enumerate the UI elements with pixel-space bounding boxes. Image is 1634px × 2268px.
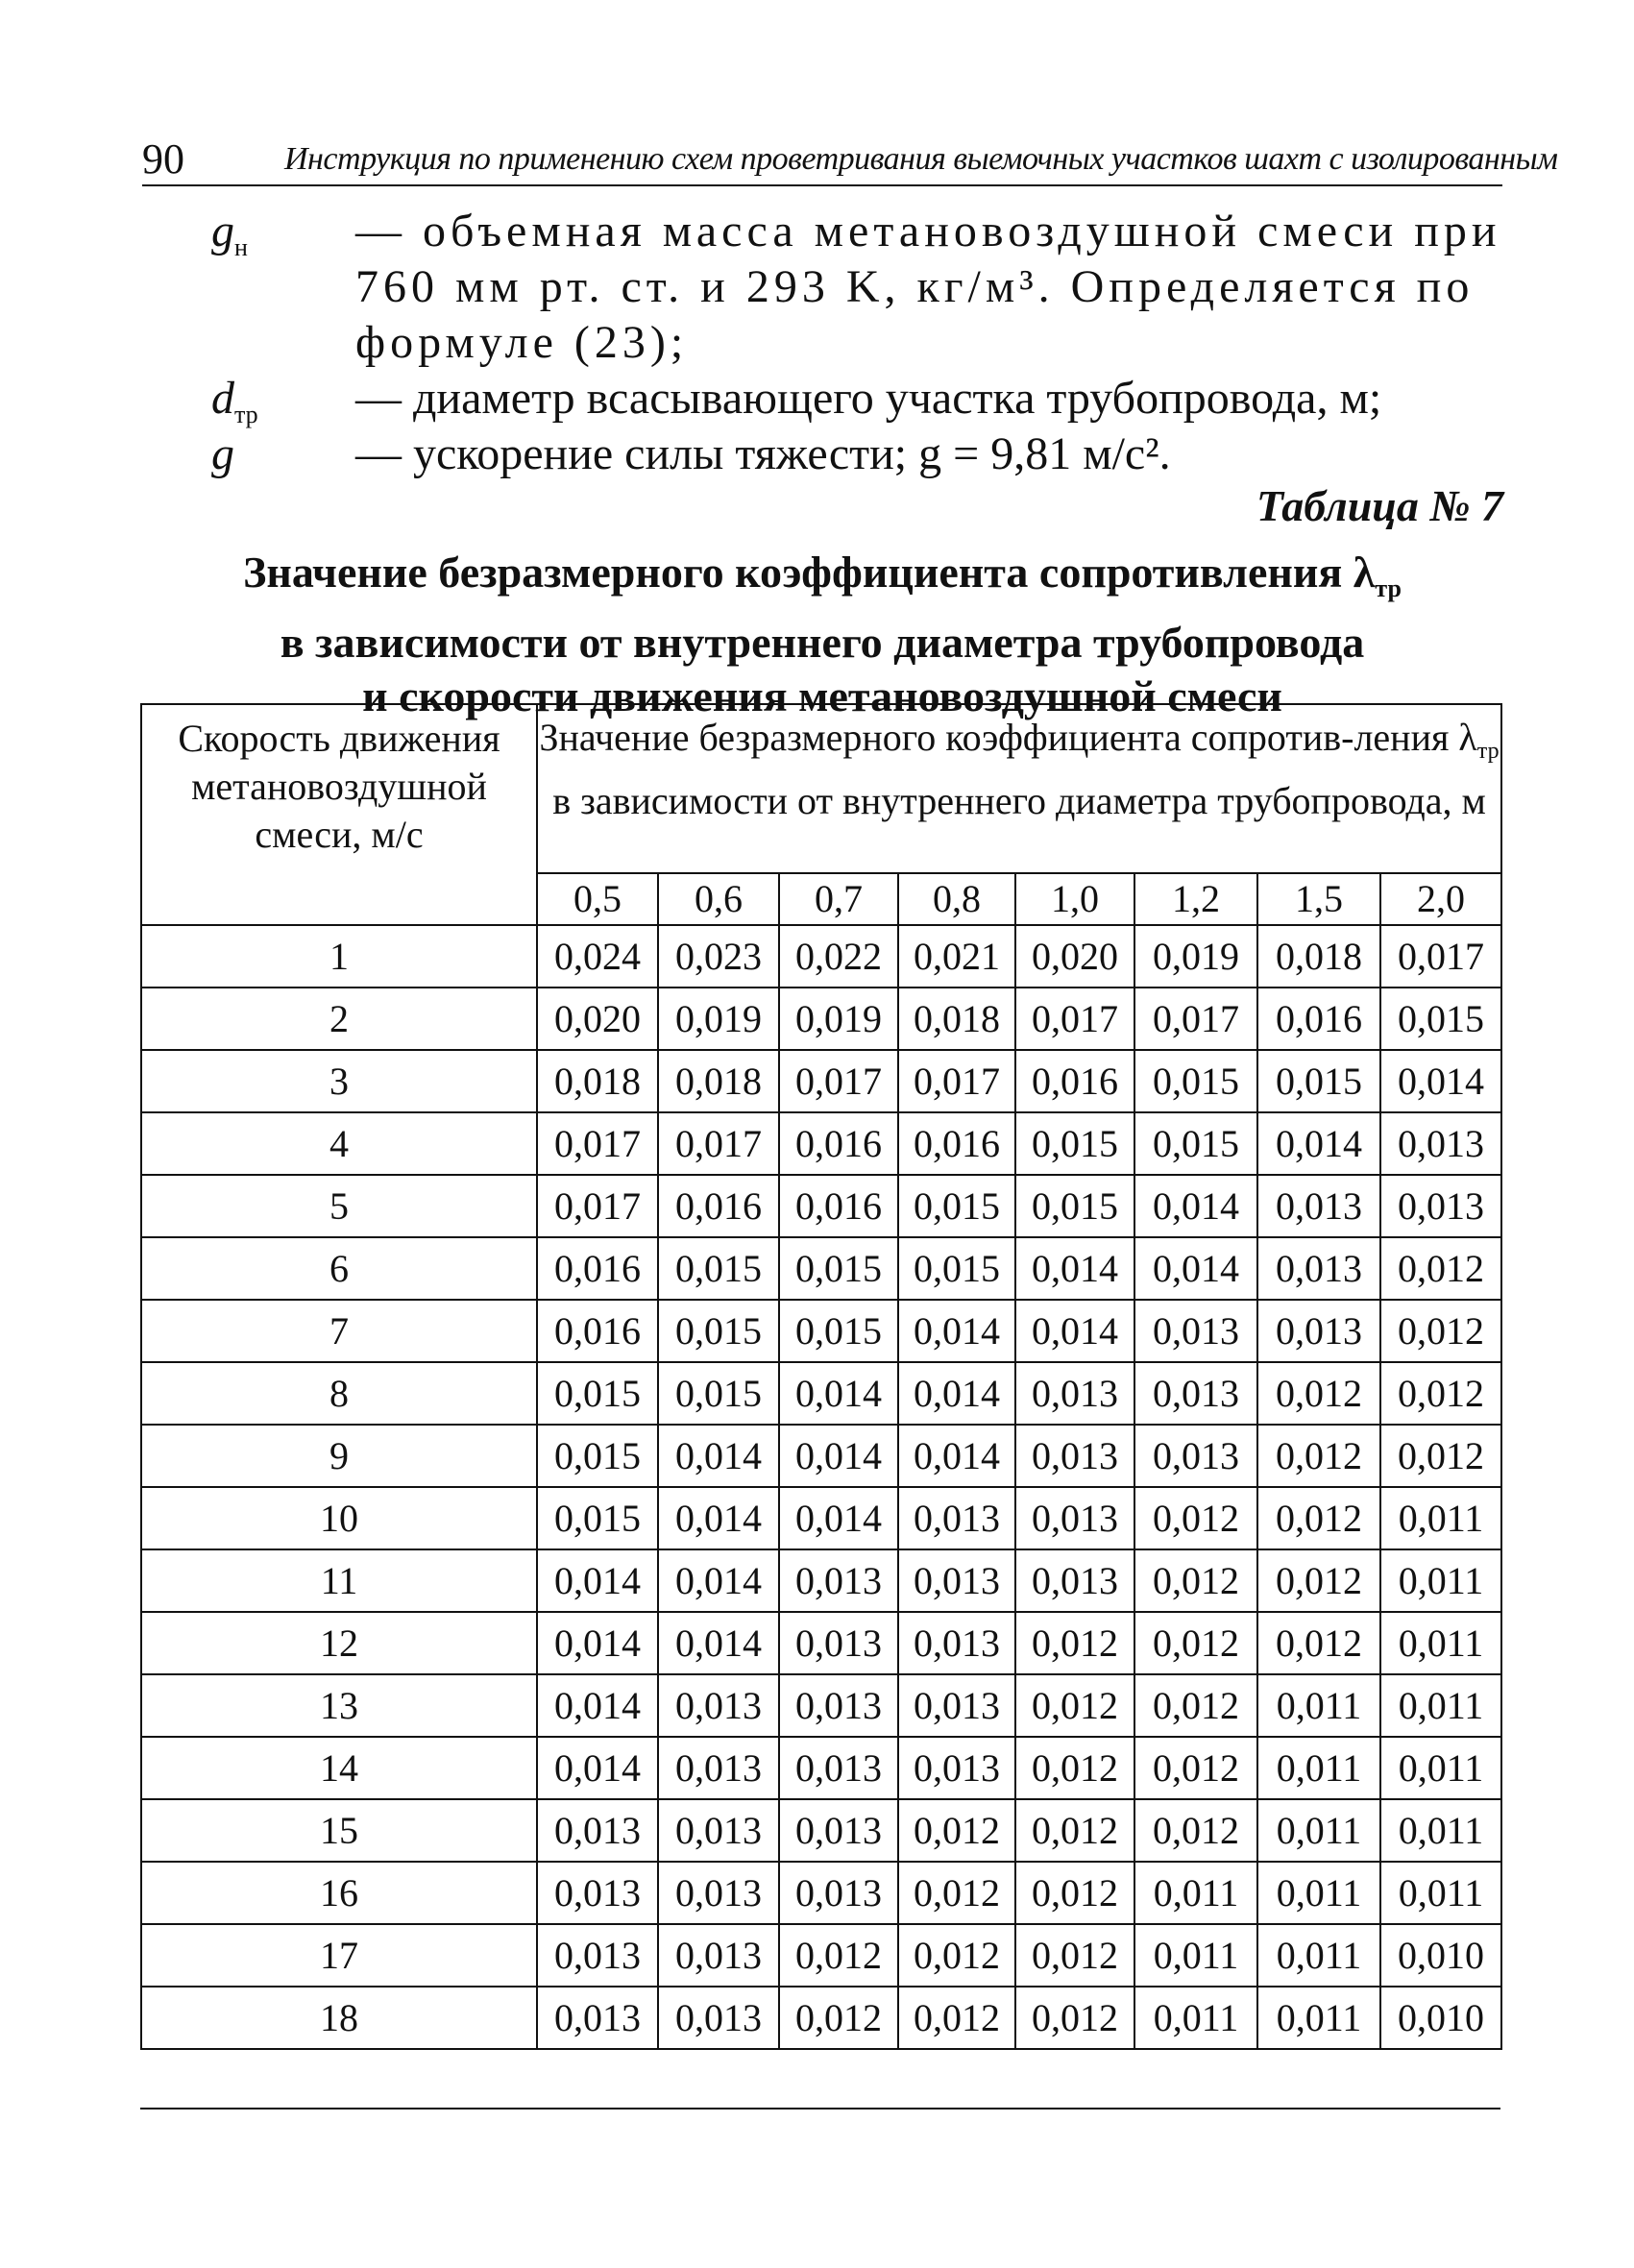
value-cell: 0,013 xyxy=(537,1987,658,2049)
value-cell: 0,023 xyxy=(658,925,779,988)
value-cell: 0,016 xyxy=(1015,1050,1134,1112)
value-cell: 0,013 xyxy=(1015,1487,1134,1549)
value-cell: 0,016 xyxy=(658,1175,779,1237)
value-cell: 0,019 xyxy=(779,988,898,1050)
value-cell: 0,014 xyxy=(898,1362,1015,1425)
value-cell: 0,012 xyxy=(1134,1737,1257,1799)
value-cell: 0,019 xyxy=(1134,925,1257,988)
value-cell: 0,013 xyxy=(1134,1362,1257,1425)
value-cell: 0,017 xyxy=(1380,925,1501,988)
value-cell: 0,011 xyxy=(1380,1737,1501,1799)
value-cell: 0,013 xyxy=(1380,1112,1501,1175)
value-cell: 0,013 xyxy=(779,1674,898,1737)
column-header-coefficient: Значение безразмерного коэффициента сопротив-ления $\lambda_{тр}$ в зависимости от внутреннего диаметра трубопровода, м xyxy=(537,704,1501,873)
value-cell: 0,013 xyxy=(898,1737,1015,1799)
table-row xyxy=(141,988,1501,1050)
value-cell: 0,013 xyxy=(658,1987,779,2049)
value-cell: 0,012 xyxy=(1015,1674,1134,1737)
value-cell: 0,014 xyxy=(779,1425,898,1487)
value-cell: 0,011 xyxy=(1257,1799,1380,1862)
value-cell: 0,017 xyxy=(1134,988,1257,1050)
value-cell: 0,016 xyxy=(779,1175,898,1237)
value-cell: 0,016 xyxy=(537,1300,658,1362)
table-row xyxy=(141,1112,1501,1175)
table-row xyxy=(141,1300,1501,1362)
value-cell: 0,018 xyxy=(1257,925,1380,988)
speed-cell: 10 xyxy=(141,1487,537,1549)
value-cell: 0,015 xyxy=(1015,1112,1134,1175)
running-title: Инструкция по применению схем проветривания выемочных участков шахт с изолированным xyxy=(284,141,1558,177)
value-cell: 0,014 xyxy=(537,1549,658,1612)
diameter-header-cell: 1,0 xyxy=(1015,873,1134,925)
value-cell: 0,013 xyxy=(898,1612,1015,1674)
value-cell: 0,014 xyxy=(1380,1050,1501,1112)
definition-symbol: g xyxy=(211,428,234,479)
value-cell: 0,013 xyxy=(537,1924,658,1987)
value-cell: 0,011 xyxy=(1380,1612,1501,1674)
table-row xyxy=(141,1549,1501,1612)
diameter-header-cell: 0,6 xyxy=(658,873,779,925)
value-cell: 0,012 xyxy=(898,1862,1015,1924)
speed-cell: 14 xyxy=(141,1737,537,1799)
value-cell: 0,014 xyxy=(898,1425,1015,1487)
value-cell: 0,013 xyxy=(1380,1175,1501,1237)
table-row xyxy=(141,1425,1501,1487)
speed-cell: 9 xyxy=(141,1425,537,1487)
definition-text: — ускорение силы тяжести; g = 9,81 м/с². xyxy=(355,428,1171,479)
value-cell: 0,013 xyxy=(537,1799,658,1862)
value-cell: 0,014 xyxy=(537,1612,658,1674)
value-cell: 0,015 xyxy=(1134,1050,1257,1112)
value-cell: 0,016 xyxy=(779,1112,898,1175)
value-cell: 0,015 xyxy=(537,1362,658,1425)
value-cell: 0,013 xyxy=(1257,1237,1380,1300)
value-cell: 0,013 xyxy=(537,1862,658,1924)
value-cell: 0,017 xyxy=(537,1112,658,1175)
value-cell: 0,015 xyxy=(537,1487,658,1549)
table-title-line2: в зависимости от внутреннего диаметра трубопровода xyxy=(280,618,1365,667)
value-cell: 0,014 xyxy=(537,1674,658,1737)
value-cell: 0,016 xyxy=(537,1237,658,1300)
value-cell: 0,014 xyxy=(1015,1300,1134,1362)
value-cell: 0,011 xyxy=(1257,1737,1380,1799)
value-cell: 0,010 xyxy=(1380,1987,1501,2049)
value-cell: 0,013 xyxy=(1257,1300,1380,1362)
value-cell: 0,013 xyxy=(1257,1175,1380,1237)
value-cell: 0,011 xyxy=(1257,1924,1380,1987)
value-cell: 0,013 xyxy=(658,1799,779,1862)
value-cell: 0,021 xyxy=(898,925,1015,988)
speed-cell: 2 xyxy=(141,988,537,1050)
table-label: Таблица № 7 xyxy=(1256,481,1503,530)
value-cell: 0,012 xyxy=(1015,1799,1134,1862)
value-cell: 0,011 xyxy=(1380,1487,1501,1549)
table-row xyxy=(141,1612,1501,1674)
value-cell: 0,012 xyxy=(1015,1924,1134,1987)
value-cell: 0,013 xyxy=(658,1737,779,1799)
value-cell: 0,015 xyxy=(658,1300,779,1362)
value-cell: 0,011 xyxy=(1380,1549,1501,1612)
value-cell: 0,019 xyxy=(658,988,779,1050)
diameter-header-cell: 2,0 xyxy=(1380,873,1501,925)
value-cell: 0,014 xyxy=(537,1737,658,1799)
value-cell: 0,012 xyxy=(1015,1862,1134,1924)
value-cell: 0,016 xyxy=(1257,988,1380,1050)
value-cell: 0,013 xyxy=(1134,1425,1257,1487)
definition-dtr xyxy=(211,371,1508,427)
value-cell: 0,012 xyxy=(898,1924,1015,1987)
value-cell: 0,015 xyxy=(779,1237,898,1300)
table-row xyxy=(141,1737,1501,1799)
symbol-definitions xyxy=(211,204,1508,482)
value-cell: 0,012 xyxy=(1015,1987,1134,2049)
value-cell: 0,017 xyxy=(779,1050,898,1112)
running-header xyxy=(142,134,1558,186)
table-title xyxy=(142,546,1502,723)
value-cell: 0,014 xyxy=(658,1549,779,1612)
table-row xyxy=(141,1924,1501,1987)
speed-cell: 7 xyxy=(141,1300,537,1362)
value-cell: 0,012 xyxy=(1380,1300,1501,1362)
value-cell: 0,017 xyxy=(898,1050,1015,1112)
speed-cell: 13 xyxy=(141,1674,537,1737)
value-cell: 0,013 xyxy=(779,1549,898,1612)
value-cell: 0,012 xyxy=(1015,1612,1134,1674)
value-cell: 0,015 xyxy=(1380,988,1501,1050)
speed-cell: 1 xyxy=(141,925,537,988)
value-cell: 0,018 xyxy=(658,1050,779,1112)
value-cell: 0,013 xyxy=(658,1674,779,1737)
value-cell: 0,015 xyxy=(658,1237,779,1300)
value-cell: 0,012 xyxy=(1134,1612,1257,1674)
value-cell: 0,012 xyxy=(1134,1549,1257,1612)
value-cell: 0,013 xyxy=(1015,1362,1134,1425)
value-cell: 0,012 xyxy=(1257,1425,1380,1487)
diameter-header-cell: 1,2 xyxy=(1134,873,1257,925)
table-body xyxy=(141,925,1501,2049)
value-cell: 0,016 xyxy=(898,1112,1015,1175)
speed-cell: 8 xyxy=(141,1362,537,1425)
value-cell: 0,017 xyxy=(658,1112,779,1175)
value-cell: 0,012 xyxy=(1257,1612,1380,1674)
table-row xyxy=(141,1799,1501,1862)
value-cell: 0,013 xyxy=(779,1612,898,1674)
value-cell: 0,012 xyxy=(1257,1487,1380,1549)
value-cell: 0,012 xyxy=(779,1987,898,2049)
value-cell: 0,014 xyxy=(1015,1237,1134,1300)
value-cell: 0,013 xyxy=(779,1737,898,1799)
diameter-header-cell: 0,5 xyxy=(537,873,658,925)
coefficient-table xyxy=(140,703,1502,2050)
table-row xyxy=(141,925,1501,988)
value-cell: 0,012 xyxy=(1134,1799,1257,1862)
speed-cell: 3 xyxy=(141,1050,537,1112)
value-cell: 0,011 xyxy=(1257,1674,1380,1737)
value-cell: 0,015 xyxy=(779,1300,898,1362)
speed-cell: 4 xyxy=(141,1112,537,1175)
definition-gn xyxy=(211,204,1508,371)
value-cell: 0,013 xyxy=(898,1487,1015,1549)
diameter-header-cell: 0,8 xyxy=(898,873,1015,925)
value-cell: 0,012 xyxy=(1134,1487,1257,1549)
value-cell: 0,013 xyxy=(898,1549,1015,1612)
table-row xyxy=(141,1237,1501,1300)
value-cell: 0,015 xyxy=(898,1175,1015,1237)
value-cell: 0,010 xyxy=(1380,1924,1501,1987)
value-cell: 0,018 xyxy=(537,1050,658,1112)
value-cell: 0,014 xyxy=(1134,1237,1257,1300)
value-cell: 0,011 xyxy=(1134,1862,1257,1924)
speed-cell: 6 xyxy=(141,1237,537,1300)
speed-cell: 12 xyxy=(141,1612,537,1674)
value-cell: 0,013 xyxy=(1015,1425,1134,1487)
value-cell: 0,014 xyxy=(658,1487,779,1549)
table-row xyxy=(141,1987,1501,2049)
value-cell: 0,012 xyxy=(898,1799,1015,1862)
value-cell: 0,015 xyxy=(898,1237,1015,1300)
value-cell: 0,011 xyxy=(1134,1924,1257,1987)
value-cell: 0,013 xyxy=(779,1799,898,1862)
value-cell: 0,011 xyxy=(1134,1987,1257,2049)
value-cell: 0,011 xyxy=(1380,1799,1501,1862)
diameter-header-cell: 1,5 xyxy=(1257,873,1380,925)
diameter-header-cell: 0,7 xyxy=(779,873,898,925)
definition-text: — объемная масса метановоздушной смеси при 760 мм рт. ст. и 293 K, кг/м³. Определяется по формуле (23); xyxy=(355,206,1501,368)
value-cell: 0,012 xyxy=(1134,1674,1257,1737)
value-cell: 0,020 xyxy=(537,988,658,1050)
value-cell: 0,012 xyxy=(1015,1737,1134,1799)
table-row xyxy=(141,1487,1501,1549)
value-cell: 0,012 xyxy=(898,1987,1015,2049)
value-cell: 0,014 xyxy=(658,1612,779,1674)
speed-cell: 15 xyxy=(141,1799,537,1862)
value-cell: 0,015 xyxy=(658,1362,779,1425)
value-cell: 0,012 xyxy=(1257,1549,1380,1612)
speed-cell: 18 xyxy=(141,1987,537,2049)
value-cell: 0,011 xyxy=(1257,1987,1380,2049)
value-cell: 0,011 xyxy=(1380,1862,1501,1924)
value-cell: 0,015 xyxy=(537,1425,658,1487)
table-row xyxy=(141,1050,1501,1112)
value-cell: 0,011 xyxy=(1257,1862,1380,1924)
definition-symbol: $g_н$ xyxy=(211,206,248,261)
value-cell: 0,012 xyxy=(779,1924,898,1987)
value-cell: 0,013 xyxy=(658,1924,779,1987)
table-title-line3: и скорости движения метановоздушной смеси xyxy=(362,671,1282,720)
value-cell: 0,013 xyxy=(779,1862,898,1924)
definition-symbol: $d_{тр}$ xyxy=(211,373,258,428)
value-cell: 0,014 xyxy=(779,1362,898,1425)
table-header-row xyxy=(141,704,1501,873)
value-cell: 0,013 xyxy=(1015,1549,1134,1612)
value-cell: 0,011 xyxy=(1380,1674,1501,1737)
value-cell: 0,015 xyxy=(1015,1175,1134,1237)
value-cell: 0,014 xyxy=(1134,1175,1257,1237)
table-row xyxy=(141,1862,1501,1924)
value-cell: 0,012 xyxy=(1380,1237,1501,1300)
value-cell: 0,015 xyxy=(1257,1050,1380,1112)
value-cell: 0,014 xyxy=(1257,1112,1380,1175)
table-row xyxy=(141,1674,1501,1737)
column-header-speed: Скорость движения метановоздушной смеси, м/с xyxy=(141,704,537,925)
value-cell: 0,012 xyxy=(1380,1425,1501,1487)
value-cell: 0,014 xyxy=(779,1487,898,1549)
value-cell: 0,018 xyxy=(898,988,1015,1050)
value-cell: 0,014 xyxy=(898,1300,1015,1362)
value-cell: 0,017 xyxy=(537,1175,658,1237)
definition-g xyxy=(211,427,1508,482)
value-cell: 0,022 xyxy=(779,925,898,988)
speed-cell: 16 xyxy=(141,1862,537,1924)
value-cell: 0,020 xyxy=(1015,925,1134,988)
value-cell: 0,012 xyxy=(1257,1362,1380,1425)
table-title-line1: Значение безразмерного коэффициента сопротивления $\lambda_{тр}$ xyxy=(243,548,1402,602)
table-row xyxy=(141,1175,1501,1237)
value-cell: 0,013 xyxy=(1134,1300,1257,1362)
value-cell: 0,014 xyxy=(658,1425,779,1487)
value-cell: 0,017 xyxy=(1015,988,1134,1050)
definition-text: — диаметр всасывающего участка трубопровода, м; xyxy=(355,373,1382,424)
value-cell: 0,024 xyxy=(537,925,658,988)
footer-rule xyxy=(140,2108,1500,2109)
page-number: 90 xyxy=(142,135,184,183)
value-cell: 0,013 xyxy=(658,1862,779,1924)
speed-cell: 11 xyxy=(141,1549,537,1612)
speed-cell: 17 xyxy=(141,1924,537,1987)
table-row xyxy=(141,1362,1501,1425)
value-cell: 0,012 xyxy=(1380,1362,1501,1425)
value-cell: 0,013 xyxy=(898,1674,1015,1737)
value-cell: 0,015 xyxy=(1134,1112,1257,1175)
speed-cell: 5 xyxy=(141,1175,537,1237)
